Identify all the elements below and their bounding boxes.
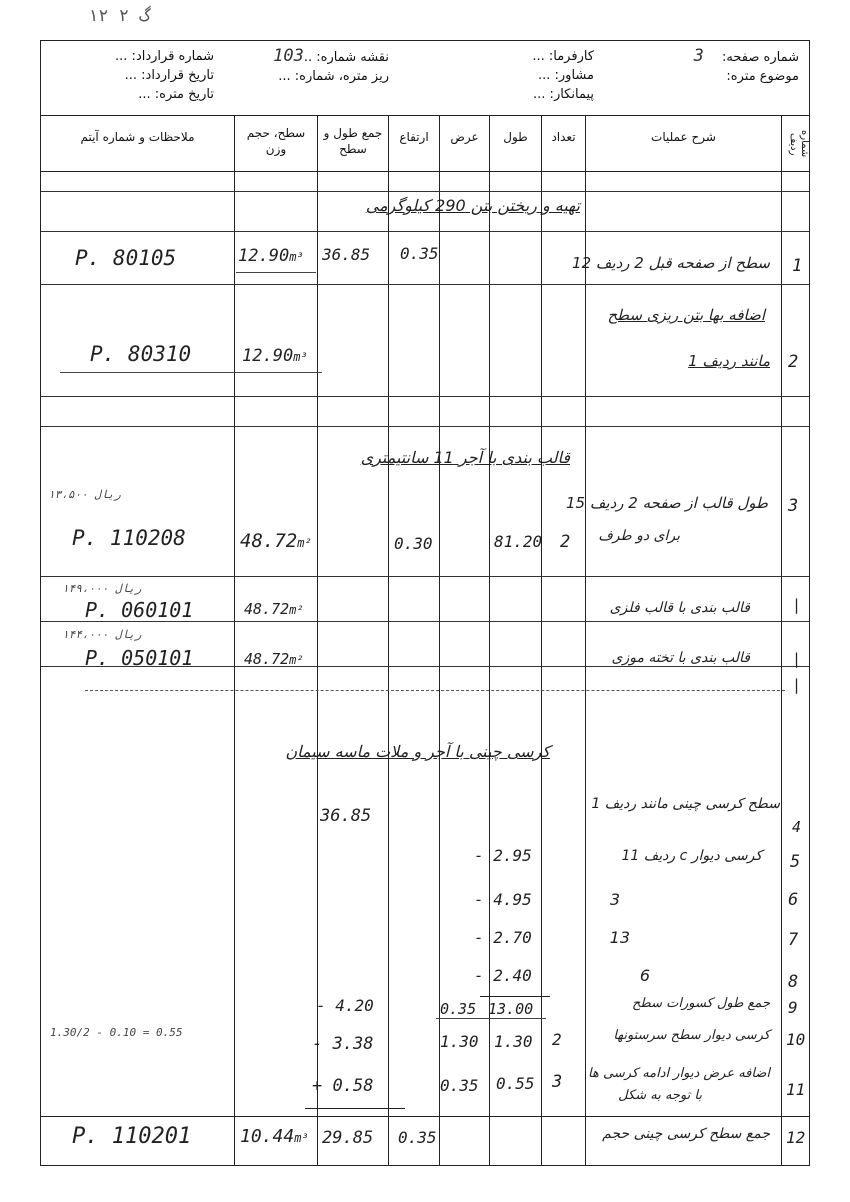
col-sum: جمع طول و سطح (323, 126, 383, 156)
row5-description: کرسی دیوار c ردیف 11 (621, 848, 762, 864)
row-number: 3 (788, 496, 799, 516)
row12-sum: 29.85 (322, 1128, 374, 1148)
row-number: 9 (788, 998, 798, 1017)
row8-description: 6 (639, 966, 650, 985)
row-number: 1 (792, 256, 803, 276)
row2-description: مانند ردیف 1 (688, 352, 770, 370)
row3-price-note: ۱۳،۵۰۰ ریال (48, 488, 121, 501)
row12-volume: 10.44m³ (240, 1126, 309, 1147)
page-no-label: شماره صفحه: (722, 50, 799, 65)
row10-length: 1.30 (494, 1032, 533, 1051)
row-number: 7 (788, 930, 799, 950)
row10-count: 2 (552, 1030, 562, 1049)
row1-description: سطح از صفحه قبل 2 ردیف 12 (572, 254, 770, 272)
map-no-value: 103 (273, 46, 304, 66)
section-title-formwork: قالب بندی با آجر 11 سانتیمتری (360, 448, 570, 467)
col-count: تعداد (551, 130, 576, 144)
col-remarks: ملاحظات و شماره آیتم (80, 130, 195, 144)
row-number: 10 (786, 1030, 806, 1049)
row11-sum: + 0.58 (312, 1076, 374, 1096)
col-width: عرض (450, 130, 479, 144)
row10-width: 1.30 (440, 1032, 479, 1051)
row3-description: طول قالب از صفحه 2 ردیف 15 (566, 494, 768, 512)
col-row-no: شماره ردیف (788, 130, 810, 158)
row3a-area: 48.72m² (244, 600, 304, 618)
row-marker: | (792, 676, 802, 694)
row3a-price-note: ۱۴۹،۰۰۰ ریال (62, 582, 142, 595)
row-number: 12 (786, 1128, 806, 1147)
section-title-concrete: تهیه و ریختن بتن 290 کیلوگرمی (365, 196, 580, 215)
row10-description: کرسی دیوار سطح سرستونها (613, 1028, 770, 1043)
row9-length: 13.00 (488, 1000, 534, 1018)
row1-volume: 12.90m³ (238, 246, 304, 266)
row11-count: 3 (552, 1072, 563, 1092)
row1-sum: 36.85 (322, 245, 371, 264)
row10-calc-note: 1.30/2 - 0.10 = 0.55 (50, 1026, 183, 1039)
page-no-value: 3 (693, 46, 704, 66)
row3a-description: قالب بندی با قالب فلزی (609, 600, 750, 616)
contractor-label: پیمانکار: ... (533, 87, 594, 102)
row6-description: 3 (609, 890, 620, 909)
sub-measure-label: ریز متره، شماره: ... (278, 69, 389, 84)
row5-length: - 2.95 (474, 846, 532, 865)
row-number: 11 (786, 1080, 806, 1099)
row3-count: 2 (560, 532, 571, 552)
row-number: 8 (788, 972, 799, 992)
row4-sum: 36.85 (320, 806, 372, 826)
row-number: 4 (792, 818, 802, 836)
row3b-description: قالب بندی با تخته موزی (611, 650, 750, 666)
row-number: 6 (788, 890, 799, 910)
row12-item-code: P. 110201 (72, 1124, 192, 1149)
row7-description: 13 (609, 928, 630, 947)
row3b-price-note: ۱۴۴،۰۰۰ ریال (62, 628, 142, 641)
row-marker: | (792, 596, 802, 614)
row-number: 2 (788, 352, 799, 372)
row2-pre-description: اضافه بها بتن ریزی سطح (607, 306, 765, 324)
row6-length: - 4.95 (474, 890, 532, 909)
row3a-item-code: P. 060101 (85, 598, 194, 622)
contract-date-label: تاریخ قرارداد: ... (124, 68, 214, 83)
map-no-label: نقشه شماره: .. (303, 50, 389, 65)
row9-description: جمع طول کسورات سطح (632, 996, 770, 1011)
col-length: طول (503, 130, 528, 144)
sheet-header (41, 41, 809, 116)
row3-area: 48.72m² (240, 530, 312, 552)
row1-height: 0.35 (400, 244, 439, 263)
row9-sum: - 4.20 (316, 996, 374, 1015)
row11-description-2: با توجه به شکل (618, 1088, 702, 1103)
row11-width: 0.35 (440, 1076, 479, 1095)
col-operation: شرح عملیات (651, 130, 716, 144)
row3-item-code: P. 110208 (72, 526, 186, 550)
row3-length: 81.20 (494, 532, 543, 551)
row3b-item-code: P. 050101 (85, 646, 194, 670)
row-number: 5 (790, 852, 801, 872)
row7-length: - 2.70 (474, 928, 532, 947)
page-note: گ ۲ ۱۲ (88, 6, 150, 26)
row12-height: 0.35 (398, 1128, 437, 1147)
row10-sum: - 3.38 (312, 1034, 374, 1054)
row11-length: 0.55 (496, 1074, 535, 1093)
employer-label: کارفرما: ... (532, 49, 594, 64)
row3b-area: 48.72m² (244, 650, 304, 668)
row3-description-2: برای دو طرف (598, 528, 680, 544)
row12-description: جمع سطح کرسی چینی حجم (602, 1126, 770, 1142)
row3-height: 0.30 (394, 534, 433, 553)
col-height: ارتفاع (399, 130, 429, 144)
row-marker: | (792, 650, 802, 668)
row2-item-code: P. 80310 (90, 342, 192, 366)
col-area-volume: سطح، حجم وزن (246, 126, 306, 156)
consultant-label: مشاور: ... (538, 68, 594, 83)
row4-description: سطح کرسی چینی مانند ردیف 1 (591, 796, 780, 812)
row8-length: - 2.40 (474, 966, 532, 985)
row9-width: 0.35 (440, 1000, 477, 1018)
subject-label: موضوع متره: (726, 69, 799, 84)
row2-volume: 12.90m³ (242, 346, 308, 366)
row1-item-code: P. 80105 (75, 246, 177, 270)
measure-date-label: تاریخ متره: ... (138, 87, 214, 102)
row11-description: اضافه عرض دیوار ادامه کرسی ها (588, 1066, 770, 1081)
section-title-masonry: کرسی چینی با آجر و ملات ماسه سیمان (285, 742, 550, 761)
contract-no-label: شماره قرارداد: ... (115, 49, 214, 64)
